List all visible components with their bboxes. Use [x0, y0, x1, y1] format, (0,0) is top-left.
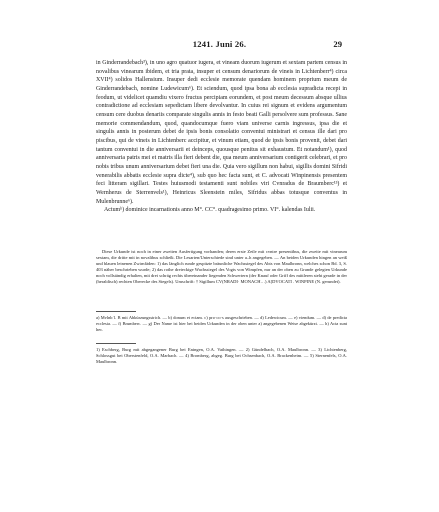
footnote-divider — [96, 311, 136, 312]
commentary-paragraph: Diese Urkunde ist noch in einer zweiten Ausfertigung vorhanden; deren erste Zeile mit cvntre presentibus, die zweite mit vinearum sextam, die dritte mit in novalibus schließt. Die Lesarten/Unterschiede sind unter a–h angegeben. — An beiden Urkunden hingen an weiß und blauen leinenen Zwirnfäden: 1) das länglich runde gespitzte bräunliche Wachssiegel des Abts von Maulbronn, welches schon Bd. 3, S. 403 näher beschrieben wurde; 2) das rothe dreieckige Wachssiegel des Vogts von Wimpfen, nur an der oben zu Grunde gelegten Urkunde noch vollständig erhalten, mit drei schräg rechts übereinander liegenden Schwertern (der Knauf oder Griff des mittleren steht gerade in der (heraldisch) rechten Oberecke des Siegels). Umschrift: † Sigillum CV(NRADI· MONACH…) A[DVOCATI . WINPINE (N. gerundet). — [96, 249, 347, 285]
place-footnotes — [96, 347, 347, 365]
textual-footnotes-text: a) Mvlnbˈl. B mit Abkürzungsstrich. — b) donum et eciam. c) pro·co·s ausgeschrieben. — d) Ledewicum. — e) viendum. — d) de predicta ecclesia. — f) Brumberc. — g) Der Name ist hier bei beiden Urkunden in der oben unter a) angegebenen Weise abgekürzt. — h) Acta sunt hec. — [96, 315, 347, 332]
editorial-commentary — [96, 249, 347, 286]
running-head: 1241. Juni 26. — [192, 39, 247, 49]
page-header — [0, 39, 439, 51]
charter-dating-clause: Actumʰ) dominice incarnationis anno M°. CC°. quadragesimo primo. VI°. kalendas Iulii. — [104, 207, 316, 214]
place-footnotes-text: 1) Eschberg, Burg mit abgegangener Burg bei Eningen, O.A. Vaihingen. — 2) Gündelbach, O.A. Maulbronn. — 3) Lichtenberg, Schlossgut bei Oberstenfeld, O.A. Marbach. — 4) Bromberg, abgeg. Burg bei Ochsenbach, O.A. Brackenheim. — 5) Sternenfels, O.A. Maulbronn. — [96, 347, 347, 365]
charter-text — [96, 59, 347, 215]
charter-text-body: in Ginderrandebach³), in uno agro quatuor iugera, et vineam duorum iugerum et sextam partem census in novalibus vinearum ibidem, et tria prata, insuper et censum denariorum de vineis in Lichtenberr⁴) circa XVII⁴) solidos Hallensium. Insuper dedi ecclesie memorate quendam hominem proprium meum de Ginderrandebach, nomine Ludewicum⁶). Et sciendum, quod ipsa bona ab ecclesia supradicta recepi in feodum, ut videlicet quamdiu vixero fructus percipiam eorundem, et post meum decessum absque ullius contradictione ad ecclesiam sepedictam libere devolvantur. In cuius rei signum et evidens argumentum censum cere duobus denariis comparate singulis annis in festo beati Galli persolvere sum professus. Sane memorie commendandum, quod, quandocumque fuero viam universe carnis ingressus, ipsa die et singulis annis in posterum debet de ipsis bonis consolatio conventui ministrari et census ille dari pro piscibus, qui de vineis in Lichtenberc accipitur, et vinum etiam, quod de ipsis bonis provenit, debet dari tantum conventui in die anniversarii et deinceps, quousque penitus sit exhaustum. Et notandum¹), quod anniversaria patris mei et matris illa fieri debent die, qua meum anniversarium contigerit celebrari, et pro nobis tribus unum anniversarium debet fieri una die. Quia vero sigillum non habui, sigillis domini Sifridi venerabilis abbatis ecclesie supra dicte⁴), sub quo hec facta sunt, et C. advocati Winpinensis presentem feci litteram sigillari. Testes huiusmodi testamenti sunt nobiles viri Cvnradus de Braumberc¹³) et Wernherus de Sterrenvels¹), Heinricus Sleenstein miles, Sifridus abbas totusque conventus in Mulenbrunne⁶). — [96, 60, 347, 205]
footnote-divider — [96, 343, 136, 344]
page-number: 29 — [333, 39, 342, 49]
textual-footnotes — [96, 315, 347, 333]
